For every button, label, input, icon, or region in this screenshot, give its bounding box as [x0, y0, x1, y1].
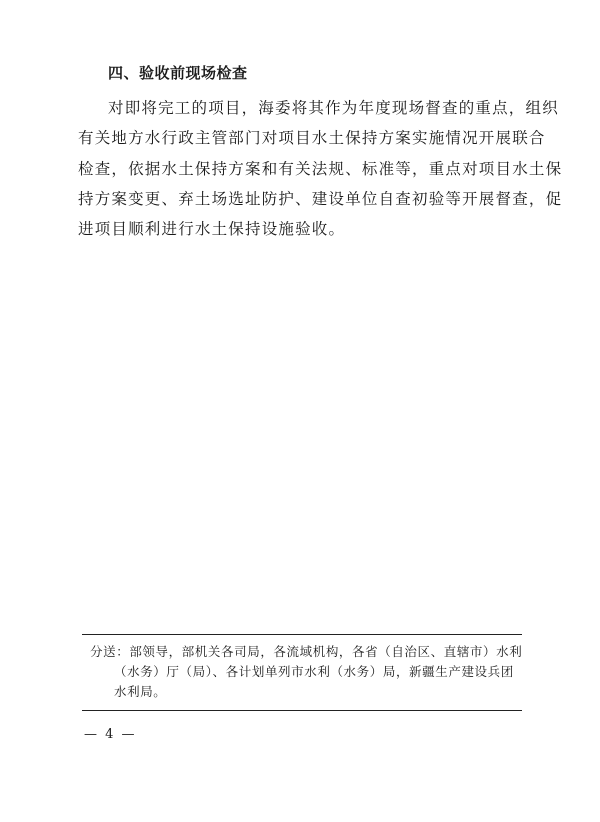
distribution-line-1	[82, 642, 522, 662]
distribution-label: 分送：	[90, 644, 130, 659]
distribution-recipients: 部领导，部机关各司局，各流域机构，各省（自治区、直辖市）水利	[129, 644, 523, 659]
distribution-text	[82, 642, 522, 702]
distribution-block	[82, 634, 522, 711]
distribution-line-2: （水务）厅（局）、各计划单列市水利（水务）局，新疆生产建设兵团	[114, 664, 514, 679]
body-paragraph-line: 进项目顺利进行水土保持设施验收。	[78, 220, 346, 238]
body-paragraph-line: 对即将完工的项目，海委将其作为年度现场督查的重点，组织	[108, 99, 559, 117]
page-number: — 4 —	[84, 727, 137, 742]
distribution-line-3: 水利局。	[114, 684, 167, 699]
body-paragraph-line: 检查，依据水土保持方案和有关法规、标准等，重点对项目水土保	[78, 160, 563, 178]
section-heading: 四、验收前现场检查	[108, 64, 248, 82]
body-paragraph-line: 持方案变更、弃土场选址防护、建设单位自查初验等开展督查，促	[78, 190, 563, 208]
body-paragraph-line: 有关地方水行政主管部门对项目水土保持方案实施情况开展联合	[78, 129, 546, 147]
distribution-top-rule	[82, 634, 522, 635]
distribution-bottom-rule	[82, 710, 522, 711]
